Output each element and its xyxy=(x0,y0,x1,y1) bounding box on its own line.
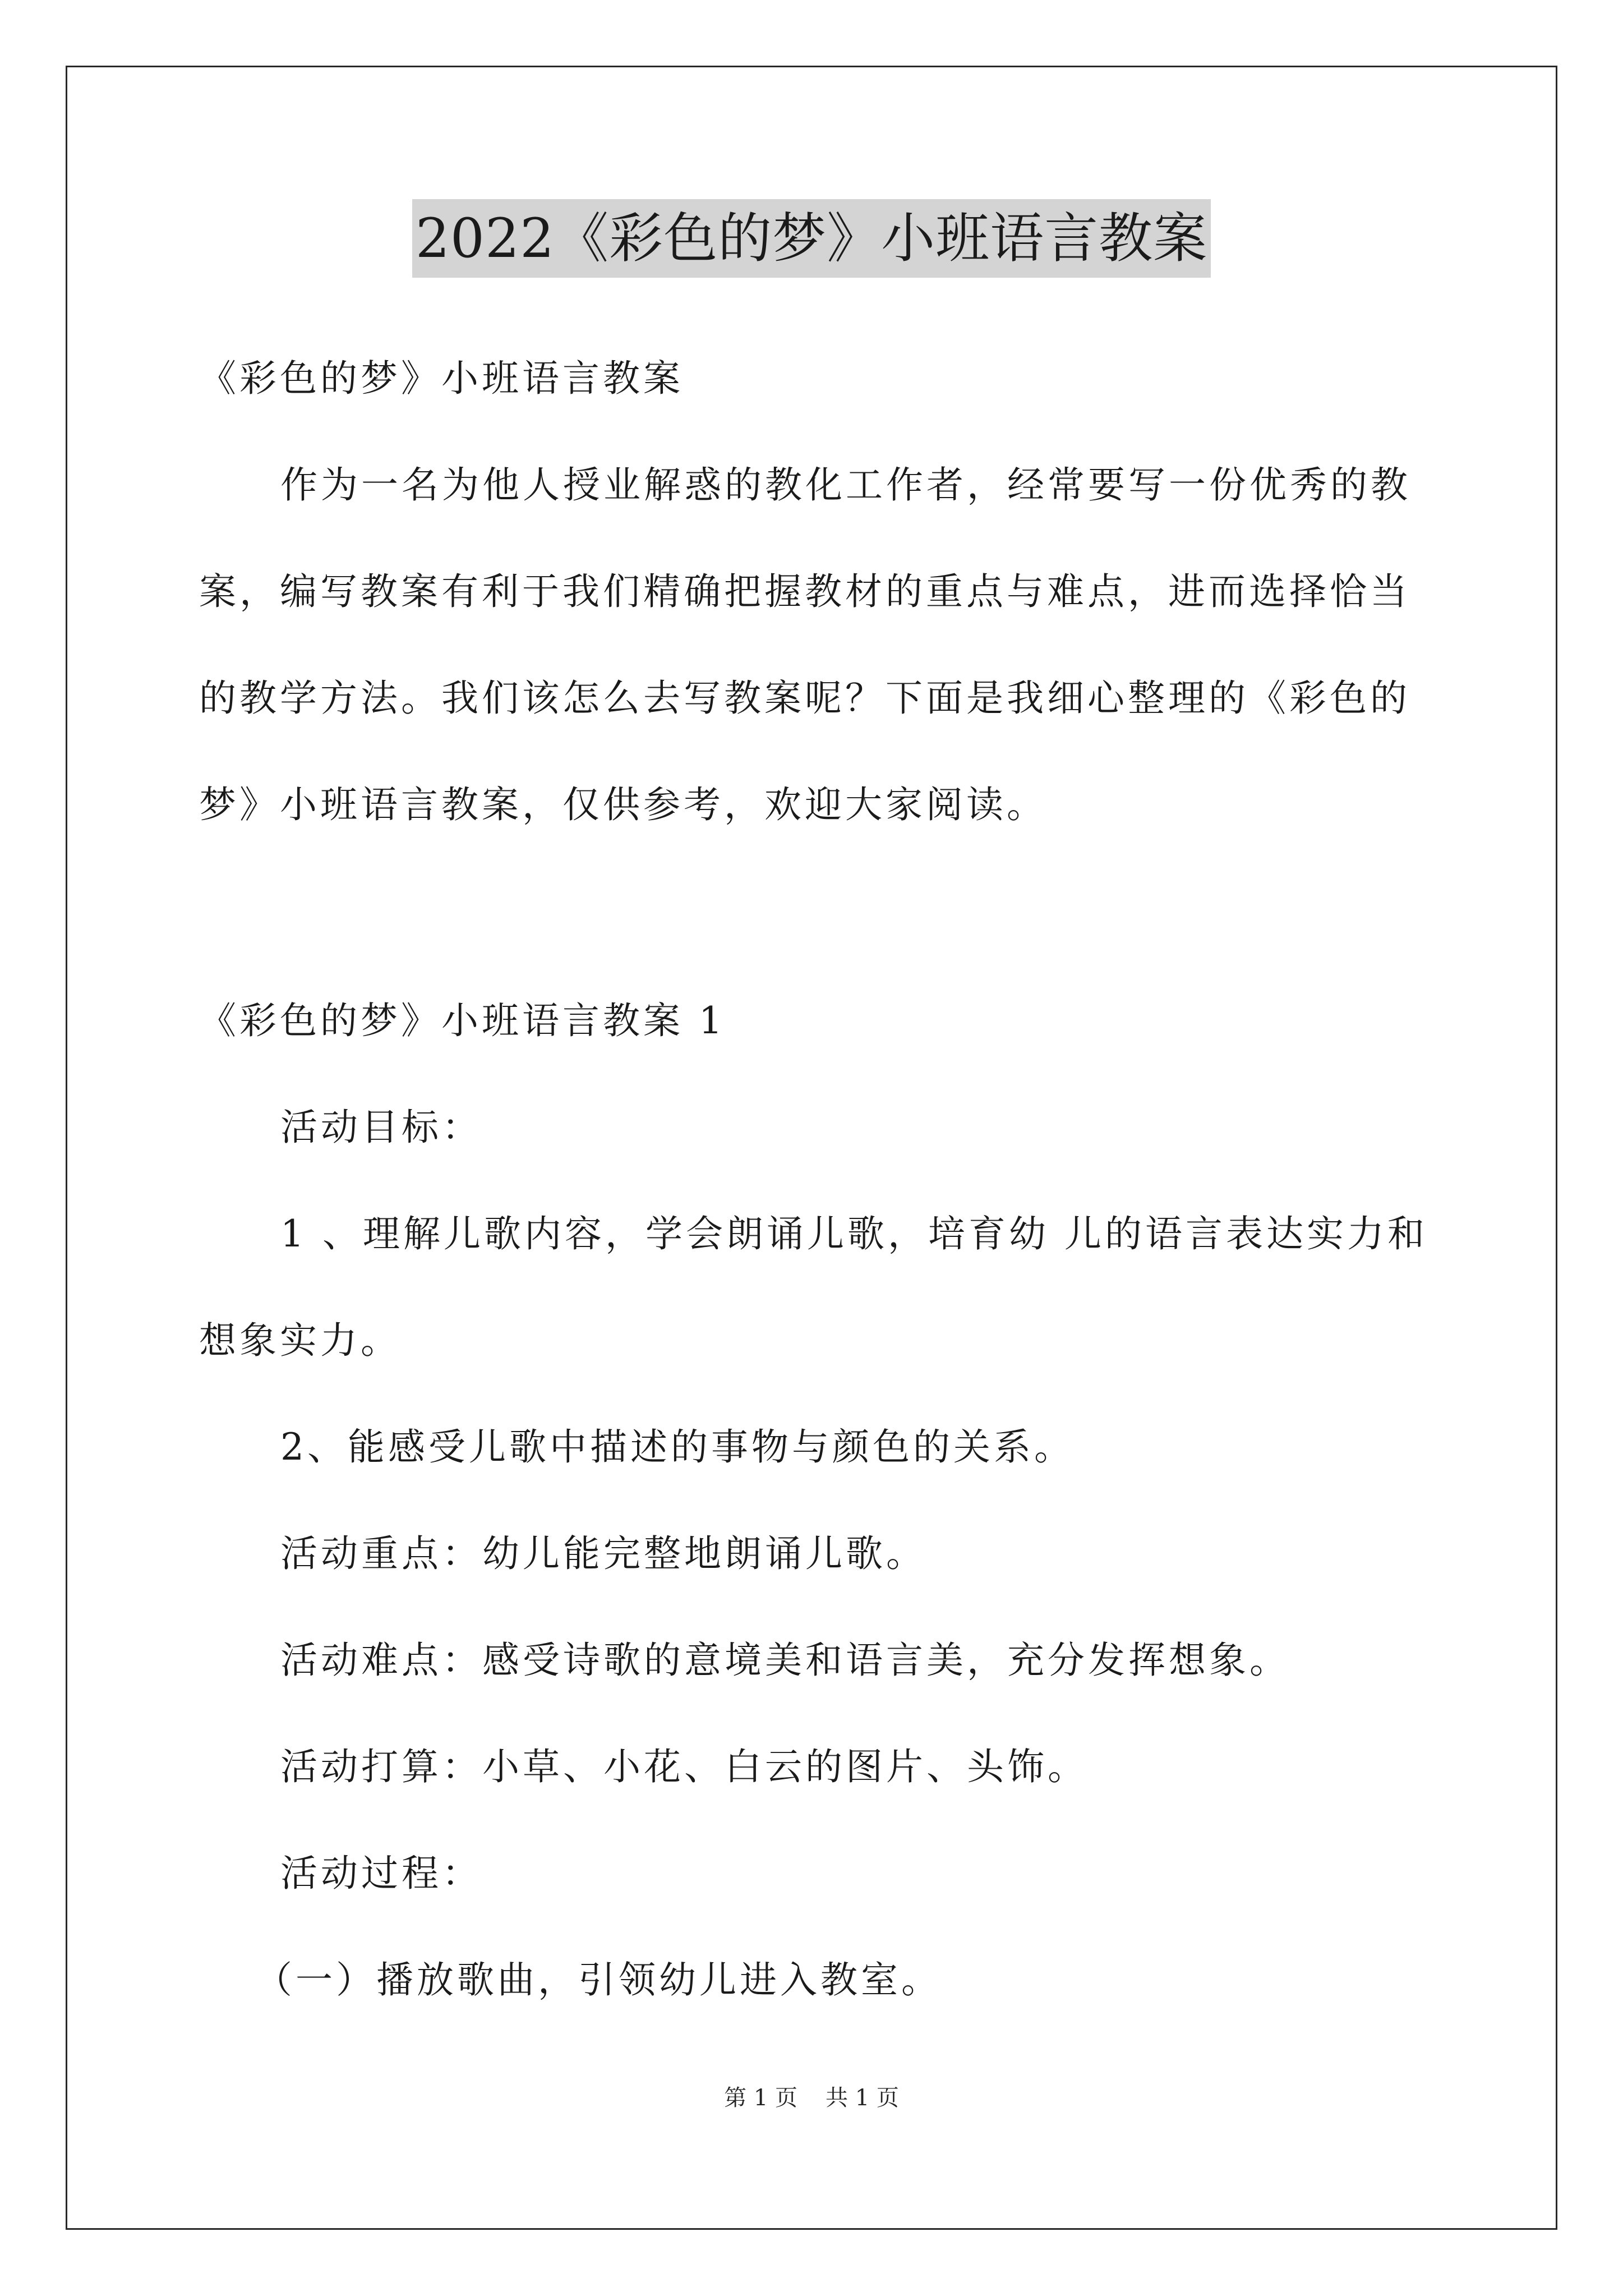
page-number: 第 1 页 xyxy=(724,2085,797,2111)
intro-line-3: 的教学方法。我们该怎么去写教案呢？下面是我细心整理的《彩色的 xyxy=(199,677,1410,720)
activity-focus: 活动重点：幼儿能完整地朗诵儿歌。 xyxy=(280,1532,926,1575)
intro-line-1: 作为一名为他人授业解惑的教化工作者，经常要写一份优秀的教 xyxy=(280,463,1411,507)
process-label: 活动过程： xyxy=(280,1852,482,1895)
intro-line-4: 梦》小班语言教案，仅供参考，欢迎大家阅读。 xyxy=(199,783,1047,826)
activity-preparation: 活动打算：小草、小花、白云的图片、头饰。 xyxy=(280,1745,1088,1788)
goal-2: 2、能感受儿歌中描述的事物与颜色的关系。 xyxy=(280,1425,1075,1469)
page-total: 共 1 页 xyxy=(826,2085,899,2111)
goals-label: 活动目标： xyxy=(280,1106,482,1149)
section-heading: 《彩色的梦》小班语言教案 1 xyxy=(199,999,726,1042)
process-step-1: （一）播放歌曲，引领幼儿进入教室。 xyxy=(255,1958,942,2001)
title-container xyxy=(0,199,1623,278)
document-subtitle: 《彩色的梦》小班语言教案 xyxy=(199,357,684,400)
page-footer xyxy=(0,2081,1623,2115)
goal-1-line-1: 1 、理解儿歌内容，学会朗诵儿歌，培育幼 儿的语言表达实力和 xyxy=(280,1212,1428,1255)
activity-difficulty: 活动难点：感受诗歌的意境美和语言美，充分发挥想象。 xyxy=(280,1639,1290,1682)
document-title: 2022《彩色的梦》小班语言教案 xyxy=(412,199,1211,278)
goal-1-line-2: 想象实力。 xyxy=(199,1319,401,1362)
intro-line-2: 案，编写教案有利于我们精确把握教材的重点与难点，进而选择恰当 xyxy=(199,570,1410,613)
